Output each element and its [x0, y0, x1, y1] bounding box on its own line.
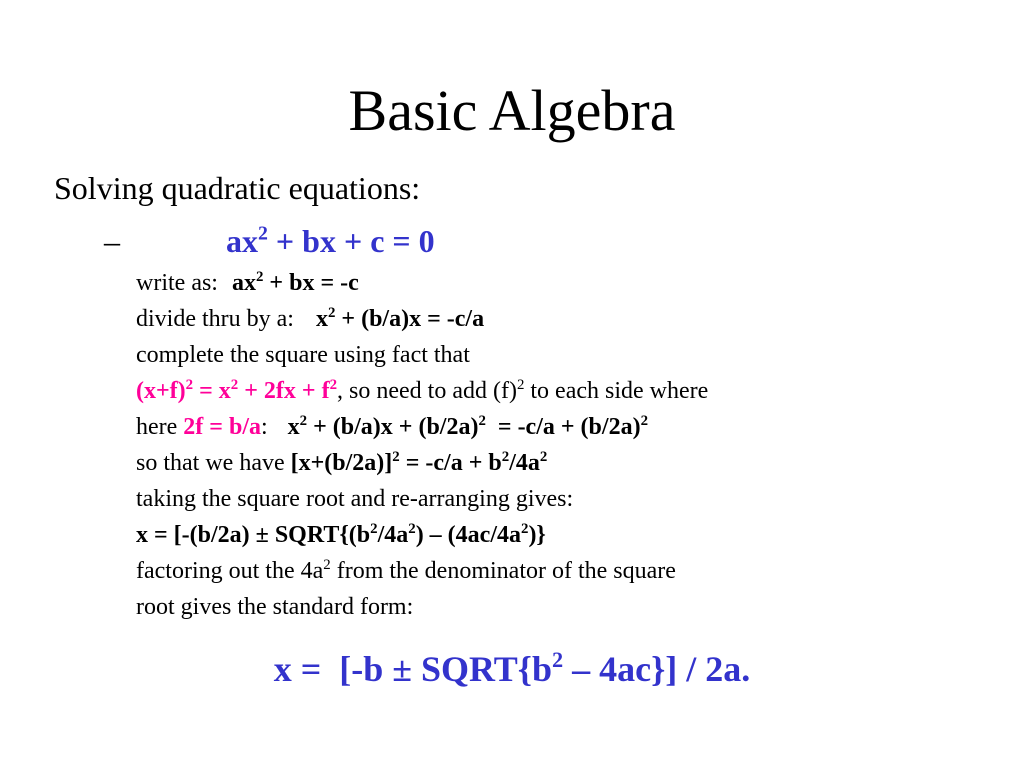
math-exponent: 2 — [478, 412, 486, 429]
half-coefficient-highlight: 2f = b/a — [183, 414, 261, 440]
math-part: + bx = -c — [263, 270, 359, 296]
step-math — [136, 522, 546, 548]
math-exponent: 2 — [255, 268, 264, 285]
quadratic-equation — [226, 223, 435, 259]
math-part: (x+f) — [136, 378, 186, 404]
step-factoring — [136, 553, 708, 589]
step-standard-form: root gives the standard form: — [136, 594, 414, 620]
step-math — [232, 270, 359, 296]
step-divide — [136, 301, 708, 337]
square-identity — [136, 378, 337, 404]
math-part: )} — [528, 522, 546, 548]
math-exponent: 2 — [539, 448, 548, 465]
step-text: , so need to add (f) — [337, 378, 517, 404]
equation-bullet — [104, 221, 435, 261]
math-part: x = [-(b/2a) ± SQRT{(b — [136, 522, 371, 548]
step-math — [316, 306, 484, 332]
step-text: here — [136, 414, 184, 440]
math-exponent: 2 — [501, 448, 510, 465]
math-part: ) – (4ac/4a — [415, 522, 521, 548]
step-complete-square: complete the square using fact that — [136, 342, 470, 368]
step-identity — [136, 373, 708, 409]
math-exponent: 2 — [640, 412, 648, 429]
equation-part: ax — [226, 223, 258, 259]
math-part: /4a — [377, 522, 409, 548]
step-square-root: taking the square root and re-arranging gives: — [136, 486, 574, 512]
step-text: factoring out the 4a — [136, 558, 324, 584]
text-exponent: 2 — [323, 556, 331, 573]
math-exponent: 2 — [408, 520, 416, 537]
math-part: + (b/a)x + (b/2a) — [307, 414, 479, 440]
math-exponent: 2 — [329, 376, 337, 393]
step-math — [288, 414, 648, 440]
step-solution — [136, 517, 708, 553]
math-part: = -c/a + b — [399, 450, 502, 476]
step-text: so that we have — [136, 450, 291, 476]
math-exponent: 2 — [185, 376, 194, 393]
math-exponent: 2 — [299, 412, 308, 429]
slide-title: Basic Algebra — [348, 78, 676, 143]
math-part: = x — [193, 378, 231, 404]
formula-part: x = [-b ± SQRT{b — [273, 649, 552, 689]
math-part: /4a — [509, 450, 540, 476]
text-exponent: 2 — [516, 376, 525, 393]
math-part: [x+(b/2a)] — [290, 450, 393, 476]
step-so-that — [136, 445, 708, 481]
math-part: ax — [231, 270, 256, 296]
math-part: x — [287, 414, 300, 440]
step-text: from the denominator of the square — [330, 558, 676, 584]
math-exponent: 2 — [370, 520, 378, 537]
step-math — [291, 450, 548, 476]
step-here — [136, 409, 708, 445]
math-exponent: 2 — [392, 448, 400, 465]
formula-exponent: 2 — [551, 647, 564, 673]
equation-exponent: 2 — [258, 222, 268, 245]
step-text: : — [260, 414, 268, 440]
math-part: + (b/a)x = -c/a — [335, 306, 485, 332]
dash-bullet-marker: – — [104, 223, 120, 259]
step-text: to each side where — [524, 378, 709, 404]
math-exponent: 2 — [230, 376, 239, 393]
step-label: divide thru by a: — [136, 306, 294, 332]
math-part: = -c/a + (b/2a) — [485, 414, 641, 440]
heading-bullet: Solving quadratic equations: — [54, 170, 421, 206]
derivation-steps — [136, 265, 708, 625]
quadratic-formula — [0, 647, 1024, 691]
step-label: write as: — [136, 270, 218, 296]
math-exponent: 2 — [521, 520, 529, 537]
math-exponent: 2 — [327, 304, 336, 321]
math-part: x — [315, 306, 328, 332]
step-write-as — [136, 265, 708, 301]
math-part: + 2fx + f — [238, 378, 330, 404]
formula-part: – 4ac}] / 2a. — [563, 649, 751, 689]
equation-part: + bx + c = 0 — [267, 223, 435, 259]
